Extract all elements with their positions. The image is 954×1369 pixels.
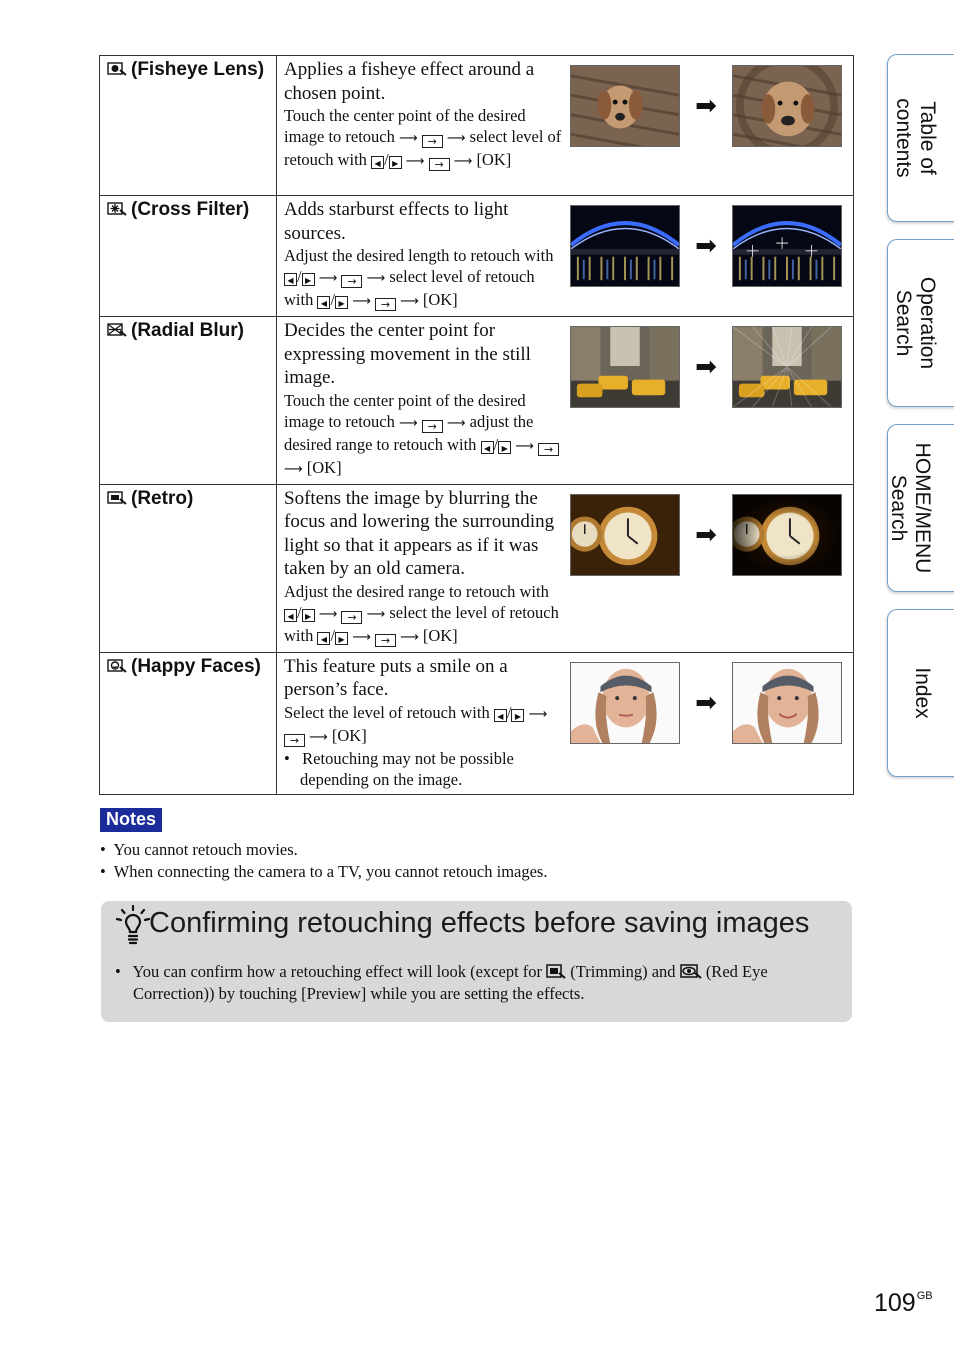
ok-button-icon: → <box>422 420 443 433</box>
left-button-icon: ◀ <box>284 609 297 622</box>
arrow-right-icon: ⟶ <box>366 271 386 286</box>
tab-label: Table of contents <box>891 98 939 178</box>
table-row <box>100 56 854 196</box>
effect-description-cell <box>277 317 854 485</box>
fisheye-icon <box>107 61 127 76</box>
ok-button-icon: → <box>375 634 396 647</box>
effect-description-cell <box>277 652 854 794</box>
arrow-right-icon: ⟶ <box>399 415 418 431</box>
arrow-right-icon: ➡ <box>695 91 717 121</box>
arrow-right-icon: ⟶ <box>400 629 419 645</box>
arrow-right-icon: ➡ <box>695 352 717 382</box>
tab-label: HOME/MENU Search <box>887 442 934 574</box>
ok-button-icon: → <box>375 298 396 311</box>
left-button-icon: ◀ <box>284 273 297 286</box>
right-button-icon: ▶ <box>335 632 348 645</box>
arrow-right-icon: ➡ <box>695 519 717 550</box>
left-button-icon: ◀ <box>481 441 494 454</box>
table-row <box>100 484 854 652</box>
radial-blur-icon <box>107 322 127 337</box>
effect-name-cell <box>100 56 277 196</box>
arrow-right-icon: ⟶ <box>318 271 338 286</box>
arrow-right-icon: ⟶ <box>318 606 338 622</box>
table-row <box>100 652 854 794</box>
effect-instructions: Select the level of retouch with ◀ / ▶ ⟶ → ⟶ [OK] <box>284 702 548 747</box>
right-button-icon: ▶ <box>302 273 315 286</box>
right-button-icon: ▶ <box>335 296 348 309</box>
table-row <box>100 317 854 485</box>
effect-name: (Fisheye Lens) <box>131 59 265 80</box>
right-button-icon: ▶ <box>389 156 402 169</box>
right-button-icon: ▶ <box>498 441 511 454</box>
instruction-text: select level of retouch with <box>284 267 535 309</box>
lightbulb-hint-icon <box>115 905 151 945</box>
red-eye-correction-icon <box>680 964 702 979</box>
instruction-text: [OK] <box>306 457 342 477</box>
effect-lead-text: This feature puts a smile on a person’s face. <box>284 655 508 700</box>
after-photo-0 <box>732 65 842 147</box>
trimming-icon <box>546 964 566 979</box>
arrow-right-icon: ⟶ <box>446 415 466 431</box>
arrow-right-icon: ⟶ <box>352 629 371 645</box>
tab-home-menu-search[interactable] <box>887 424 954 592</box>
effect-name-cell <box>100 196 277 317</box>
left-button-icon: ◀ <box>317 632 330 645</box>
left-button-icon: ◀ <box>317 296 330 309</box>
arrow-right-icon: ⟶ <box>453 154 473 169</box>
note-item: • You cannot retouch movies. <box>100 840 298 859</box>
ok-button-icon: → <box>429 158 450 171</box>
effect-instructions: Adjust the desired range to retouch with ◀ / ▶ ⟶ → ⟶ select the level of retouch with ◀ / ▶ ⟶ → ⟶ [OK] <box>284 581 559 647</box>
effect-name: (Radial Blur) <box>131 320 244 341</box>
instruction-text: Touch the center point of the desired image to retouch <box>284 106 526 146</box>
instruction-text: adjust the desired range to retouch with <box>284 411 534 454</box>
effect-name-cell <box>100 317 277 485</box>
effect-name: (Happy Faces) <box>131 655 261 677</box>
ok-button-icon: → <box>341 275 362 288</box>
retro-icon <box>107 490 127 505</box>
before-photo-1 <box>570 205 680 287</box>
effect-lead-text: Applies a fisheye effect around a chosen point. <box>284 59 535 104</box>
effect-instructions: Adjust the desired length to retouch with ◀ / ▶ ⟶ → ⟶ select level of retouch with ◀ / ▶ ⟶ → ⟶ [OK] <box>284 246 554 311</box>
after-photo-4 <box>732 662 842 744</box>
after-photo-2 <box>732 326 842 408</box>
tab-operation-search[interactable] <box>887 239 954 407</box>
effect-lead-text: Decides the center point for expressing movement in the still image. <box>284 320 531 388</box>
right-button-icon: ▶ <box>302 609 315 622</box>
arrow-right-icon: ⟶ <box>528 706 548 722</box>
effect-description-cell <box>277 56 854 196</box>
instruction-text: Adjust the desired length to retouch with <box>284 246 554 265</box>
after-photo-3 <box>732 494 842 576</box>
tip-box <box>101 901 852 1022</box>
arrow-right-icon: ⟶ <box>405 154 425 169</box>
left-button-icon: ◀ <box>494 709 507 722</box>
ok-button-icon: → <box>284 734 305 747</box>
before-after-images <box>570 655 842 790</box>
tab-index[interactable] <box>887 609 954 777</box>
happy-faces-icon <box>107 658 127 673</box>
effect-name-cell <box>100 652 277 794</box>
effect-description-cell <box>277 196 854 317</box>
left-button-icon: ◀ <box>371 156 384 169</box>
effect-lead-text: Softens the image by blurring the focus and lowering the surrounding light so that it appears as if it was taken by an old camera. <box>284 487 555 579</box>
arrow-right-icon: ⟶ <box>366 606 386 622</box>
arrow-right-icon: ⟶ <box>352 294 371 309</box>
arrow-right-icon: ➡ <box>695 231 717 261</box>
arrow-right-icon: ⟶ <box>399 131 418 146</box>
arrow-right-icon: ⟶ <box>515 438 534 454</box>
tab-label: Operation Search <box>891 276 939 370</box>
before-photo-0 <box>570 65 680 147</box>
instruction-text: [OK] <box>422 290 458 309</box>
instruction-text: [OK] <box>331 725 367 745</box>
cross-filter-icon <box>107 201 127 216</box>
before-after-images <box>570 58 842 172</box>
effect-bullet: • Retouching may not be possible depending on the image. <box>284 748 514 789</box>
ok-button-icon: → <box>341 611 362 624</box>
tip-text: • You can confirm how a retouching effect will look (except for (Trimming) and (Red Eye Correction)) by touching [Preview] while you are setting the effects. <box>115 962 768 1003</box>
before-after-images <box>570 487 842 648</box>
table-row <box>100 196 854 317</box>
after-photo-1 <box>732 205 842 287</box>
before-after-images <box>570 319 842 480</box>
page-number: $109^{GB}$ <box>874 1289 933 1317</box>
before-after-images <box>570 198 842 312</box>
effect-lead-text: Adds starburst effects to light sources. <box>284 199 509 244</box>
tab-label: Index <box>910 667 934 719</box>
arrow-right-icon: ➡ <box>695 687 717 718</box>
instruction-text: [OK] <box>422 625 458 645</box>
before-photo-2 <box>570 326 680 408</box>
notes-badge: Notes <box>100 808 162 832</box>
instruction-text: Adjust the desired range to retouch with <box>284 581 549 601</box>
effect-name-cell <box>100 484 277 652</box>
before-photo-3 <box>570 494 680 576</box>
effect-instructions: Touch the center point of the desired image to retouch ⟶ → ⟶ adjust the desired range to retouch with ◀ / ▶ ⟶ → ⟶ [OK] <box>284 390 562 480</box>
instruction-text: Select the level of retouch with <box>284 702 494 722</box>
effect-name: (Retro) <box>131 487 194 509</box>
note-item: • When connecting the camera to a TV, you cannot retouch images. <box>100 862 548 881</box>
before-photo-4 <box>570 662 680 744</box>
tab-table-of-contents[interactable] <box>887 54 954 222</box>
right-button-icon: ▶ <box>511 709 524 722</box>
instruction-text: Touch the center point of the desired image to retouch <box>284 390 526 431</box>
instruction-text: [OK] <box>476 150 512 169</box>
arrow-right-icon: ⟶ <box>309 729 328 745</box>
effect-instructions: Touch the center point of the desired image to retouch ⟶ → ⟶ select level of retouch with ◀ / ▶ ⟶ → ⟶ [OK] <box>284 106 562 171</box>
arrow-right-icon: ⟶ <box>284 461 303 477</box>
tip-title: Confirming retouching effects before saving images <box>149 907 810 939</box>
ok-button-icon: → <box>538 443 559 456</box>
effect-name: (Cross Filter) <box>131 199 250 220</box>
retouch-effects-table <box>99 55 854 795</box>
effect-description-cell <box>277 484 854 652</box>
arrow-right-icon: ⟶ <box>400 294 419 309</box>
ok-button-icon: → <box>422 135 443 148</box>
notes-list <box>100 839 547 883</box>
instruction-text: select the level of retouch with <box>284 602 559 645</box>
arrow-right-icon: ⟶ <box>446 131 466 146</box>
instruction-text: select level of retouch with <box>284 127 562 169</box>
